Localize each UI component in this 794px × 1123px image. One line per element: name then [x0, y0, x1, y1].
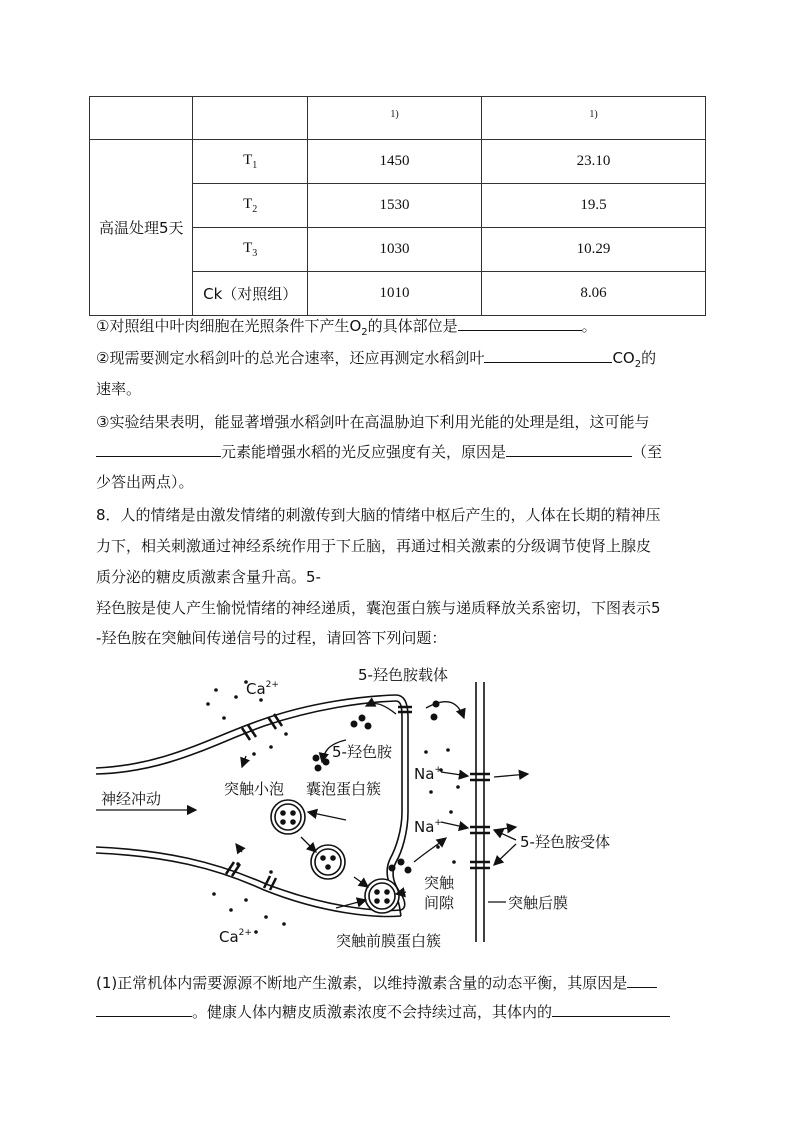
label-carrier: 5-羟色胺载体 — [358, 666, 448, 684]
q8-text: 羟色胺是使人产生愉悦情绪的神经递质，囊泡蛋白簇与递质释放关系密切，下图表示5 — [96, 599, 661, 617]
sub-question-1: (1)正常机体内需要源源不断地产生激素，以维持激素含量的动态平衡，其原因是 — [96, 973, 657, 993]
label-vesicle-protein: 囊泡蛋白簇 — [306, 780, 382, 798]
q8-text: -羟色胺在突触间传递信号的过程，请回答下列问题： — [96, 629, 447, 647]
row-value-b: 23.10 — [482, 140, 706, 184]
row-name: $T_1$ — [193, 140, 308, 184]
header-cell-empty — [90, 97, 193, 140]
label-cleft: 突触 — [424, 874, 455, 892]
answer-blank[interactable] — [96, 442, 221, 457]
answer-blank[interactable] — [96, 1002, 192, 1017]
label-na-1: Na+ — [414, 765, 442, 783]
answer-blank[interactable] — [627, 973, 657, 988]
question-3-cont: 少答出两点）。 — [96, 473, 194, 491]
row-value-b: 19.5 — [482, 184, 706, 228]
label-receptor: 5-羟色胺受体 — [520, 833, 610, 851]
presynaptic-terminal-right — [393, 695, 408, 910]
row-value-a: 1450 — [307, 140, 481, 184]
row-value-b: 10.29 — [482, 228, 706, 272]
label-post-membrane: 突触后膜 — [508, 894, 569, 912]
row-name: $T_3$ — [193, 228, 308, 272]
row-value-a: 1530 — [307, 184, 481, 228]
question-3-cont: 元素能增强水稻的光反应强度有关，原因是 （至 — [96, 442, 662, 462]
header-cell-empty — [193, 97, 308, 140]
label-cleft: 间隙 — [424, 894, 455, 912]
table-header-row — [90, 97, 706, 140]
header-footnote: 1) — [589, 108, 598, 120]
label-ca-top: $Ca^{2+}$ — [246, 680, 279, 698]
results-table — [89, 96, 706, 316]
molecule-dots — [206, 680, 460, 934]
q8-text: 质分泌的糖皮质激素含量升高。5- — [96, 568, 321, 586]
answer-blank[interactable] — [552, 1002, 670, 1017]
question-2: ②现需要测定水稻剑叶的总光合速率，还应再测定水稻剑叶 $CO_2$的 — [96, 349, 657, 370]
row-name: Ck（对照组） — [193, 272, 308, 316]
answer-blank[interactable] — [506, 442, 632, 457]
ion-channels — [226, 707, 490, 890]
label-vesicle: 突触小泡 — [224, 780, 285, 798]
label-pre-protein: 突触前膜蛋白簇 — [336, 932, 442, 950]
answer-blank[interactable] — [484, 348, 612, 363]
header-cell-col1 — [307, 97, 481, 140]
header-footnote: 1) — [390, 108, 399, 120]
header-cell-col2 — [482, 97, 706, 140]
group-label: 高温处理5天 — [90, 140, 193, 316]
synapse-diagram — [96, 662, 636, 952]
row-value-a: 1030 — [307, 228, 481, 272]
label-nerve-impulse: 神经冲动 — [101, 790, 162, 808]
label-na-2: Na+ — [414, 818, 442, 836]
row-value-a: 1010 — [307, 272, 481, 316]
answer-blank[interactable] — [458, 316, 582, 331]
label-ca-bottom: $Ca^{2+}$ — [219, 928, 252, 946]
question-1: ①对照组中叶肉细胞在光照条件下产生$O_2$的具体部位是 。 — [96, 317, 597, 338]
question-3: ③实验结果表明，能显著增强水稻剑叶在高温胁迫下利用光能的处理是组，这可能与 — [96, 413, 650, 431]
row-value-b: 8.06 — [482, 272, 706, 316]
q8-text: 力下，相关刺激通过神经系统作用于下丘脑，再通过相关激素的分级调节使肾上腺皮 — [96, 537, 652, 555]
row-name: $T_2$ — [193, 184, 308, 228]
sub-question-1-cont: 。健康人体内糖皮质激素浓度不会持续过高，其体内的 — [96, 1002, 670, 1022]
table-row — [90, 140, 706, 184]
label-serotonin: 5-羟色胺 — [332, 743, 392, 761]
q8-text: 8．人的情绪是由激发情绪的刺激传到大脑的情绪中枢后产生的，人体在长期的精神压 — [96, 506, 661, 524]
question-2-cont: 速率。 — [96, 380, 142, 398]
